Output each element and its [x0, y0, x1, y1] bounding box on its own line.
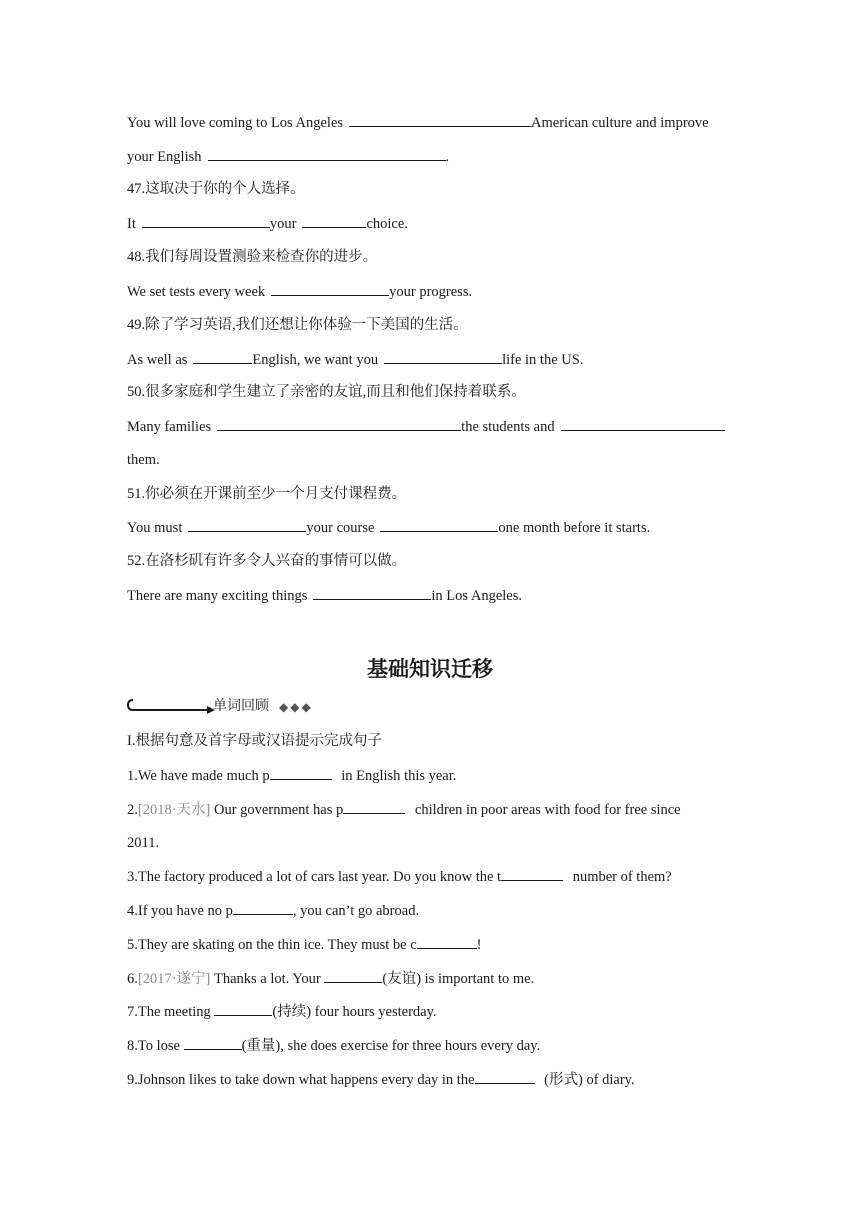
item-text-b: (持续) four hours yesterday. [272, 1004, 437, 1020]
q46-text-d: . [445, 149, 450, 165]
item-number: 8. [127, 1038, 138, 1054]
list-item-8 [127, 1035, 540, 1056]
q52-text-b: in Los Angeles. [431, 588, 523, 604]
item-number: 6. [127, 971, 138, 987]
q49-text-c: life in the US. [502, 352, 584, 368]
q51-text-a: You must [127, 520, 183, 536]
q50-blank-1[interactable] [217, 416, 461, 431]
q47-english [127, 213, 408, 234]
list-item-7 [127, 1001, 437, 1022]
item-blank[interactable] [324, 968, 382, 983]
diamond-icons: ◆◆◆ [279, 700, 313, 714]
q48-text-b: your progress. [389, 284, 473, 300]
list-item-2-cont: 2011. [127, 835, 160, 851]
q47-text-b: your [269, 216, 297, 232]
item-text-b: (形式) of diary. [540, 1072, 635, 1088]
item-text-b: number of them? [569, 869, 672, 885]
list-item-3 [127, 866, 672, 887]
source-tag: [2018·天水] [137, 802, 211, 818]
source-tag: [2017·遂宁] [137, 971, 211, 987]
q49-blank-1[interactable] [193, 349, 252, 364]
item-blank[interactable] [417, 934, 477, 949]
item-text-a: To lose [137, 1038, 184, 1054]
item-blank[interactable] [501, 866, 563, 881]
list-item-6 [127, 968, 534, 989]
q52-blank-1[interactable] [313, 585, 431, 600]
q49-english [127, 349, 583, 370]
q46-text-a: You will love coming to Los Angeles [127, 115, 344, 131]
section-title: 基础知识迁移 [367, 657, 493, 681]
q50-text-a: Many families [127, 419, 212, 435]
item-number: 1. [127, 768, 138, 784]
q50-english [127, 416, 725, 437]
item-blank[interactable] [475, 1069, 535, 1084]
item-number: 5. [127, 937, 138, 953]
q51-text-b: your course [306, 520, 375, 536]
q50-chinese: 50.很多家庭和学生建立了亲密的友谊,而且和他们保持着联系。 [127, 384, 526, 400]
q47-text-a: It [127, 216, 136, 232]
q47-chinese: 47.这取决于你的个人选择。 [127, 181, 305, 197]
item-text-a: Johnson likes to take down what happens every day in the [137, 1072, 475, 1088]
item-text-a: We have made much p [137, 768, 270, 784]
q46-blank-2[interactable] [208, 146, 446, 161]
q50-blank-2[interactable] [561, 416, 725, 431]
q51-chinese: 51.你必须在开课前至少一个月支付课程费。 [127, 486, 407, 502]
q51-blank-2[interactable] [380, 517, 498, 532]
q48-chinese: 48.我们每周设置测验来检查你的进步。 [127, 249, 378, 265]
q47-blank-2[interactable] [302, 213, 366, 228]
item-blank[interactable] [233, 900, 293, 915]
q51-english [127, 517, 650, 538]
list-item-1 [127, 765, 456, 786]
item-text-a: Thanks a lot. Your [210, 971, 325, 987]
q46-text-b: American culture and improve [531, 115, 709, 131]
q50-english-cont: them. [127, 452, 160, 468]
item-text-a: They are skating on the thin ice. They must be c [137, 937, 417, 953]
item-number: 3. [127, 869, 138, 885]
q47-blank-1[interactable] [142, 213, 270, 228]
item-number: 2. [127, 802, 138, 818]
q51-text-c: one month before it starts. [498, 520, 651, 536]
q52-chinese: 52.在洛杉矶有许多令人兴奋的事情可以做。 [127, 553, 407, 569]
item-text-b: children in poor areas with food for free since [411, 802, 681, 818]
item-text-a: The meeting [137, 1004, 215, 1020]
item-text-b: , you can’t go abroad. [292, 903, 420, 919]
list-item-4 [127, 900, 419, 921]
q49-blank-2[interactable] [384, 349, 502, 364]
item-text-b: (重量), she does exercise for three hours every day. [241, 1038, 541, 1054]
item-blank[interactable] [214, 1001, 272, 1016]
q49-chinese: 49.除了学习英语,我们还想让你体验一下美国的生活。 [127, 317, 468, 333]
q46-line-2 [127, 146, 449, 167]
list-item-2 [127, 799, 681, 820]
q50-text-b: the students and [461, 419, 555, 435]
item-number: 7. [127, 1004, 138, 1020]
item-text-b: (友谊) is important to me. [382, 971, 535, 987]
item-number: 9. [127, 1072, 138, 1088]
arrow-icon [127, 697, 217, 717]
item-blank[interactable] [343, 799, 405, 814]
q52-english [127, 585, 522, 606]
item-text-a: The factory produced a lot of cars last year. Do you know the t [137, 869, 502, 885]
item-text-a: Our government has p [210, 802, 344, 818]
q51-blank-1[interactable] [188, 517, 306, 532]
q48-text-a: We set tests every week [127, 284, 266, 300]
q48-english [127, 281, 472, 302]
instruction: I.根据句意及首字母或汉语提示完成句子 [127, 733, 382, 749]
item-text-a: If you have no p [137, 903, 233, 919]
subheader-label: 单词回顾 [213, 699, 269, 714]
q49-text-a: As well as [127, 352, 188, 368]
item-blank[interactable] [184, 1035, 242, 1050]
section-subheader [127, 697, 387, 717]
q49-text-b: English, we want you [252, 352, 379, 368]
item-blank[interactable] [270, 765, 332, 780]
item-number: 4. [127, 903, 138, 919]
item-text-b: ! [476, 937, 482, 953]
q48-blank-1[interactable] [271, 281, 389, 296]
list-item-5 [127, 934, 482, 955]
item-text-b: in English this year. [337, 768, 457, 784]
q46-blank-1[interactable] [349, 112, 531, 127]
q46-line-1 [127, 112, 709, 133]
list-item-9 [127, 1069, 635, 1090]
q52-text-a: There are many exciting things [127, 588, 308, 604]
q47-text-c: choice. [366, 216, 408, 232]
q46-text-c: your English [127, 149, 202, 165]
